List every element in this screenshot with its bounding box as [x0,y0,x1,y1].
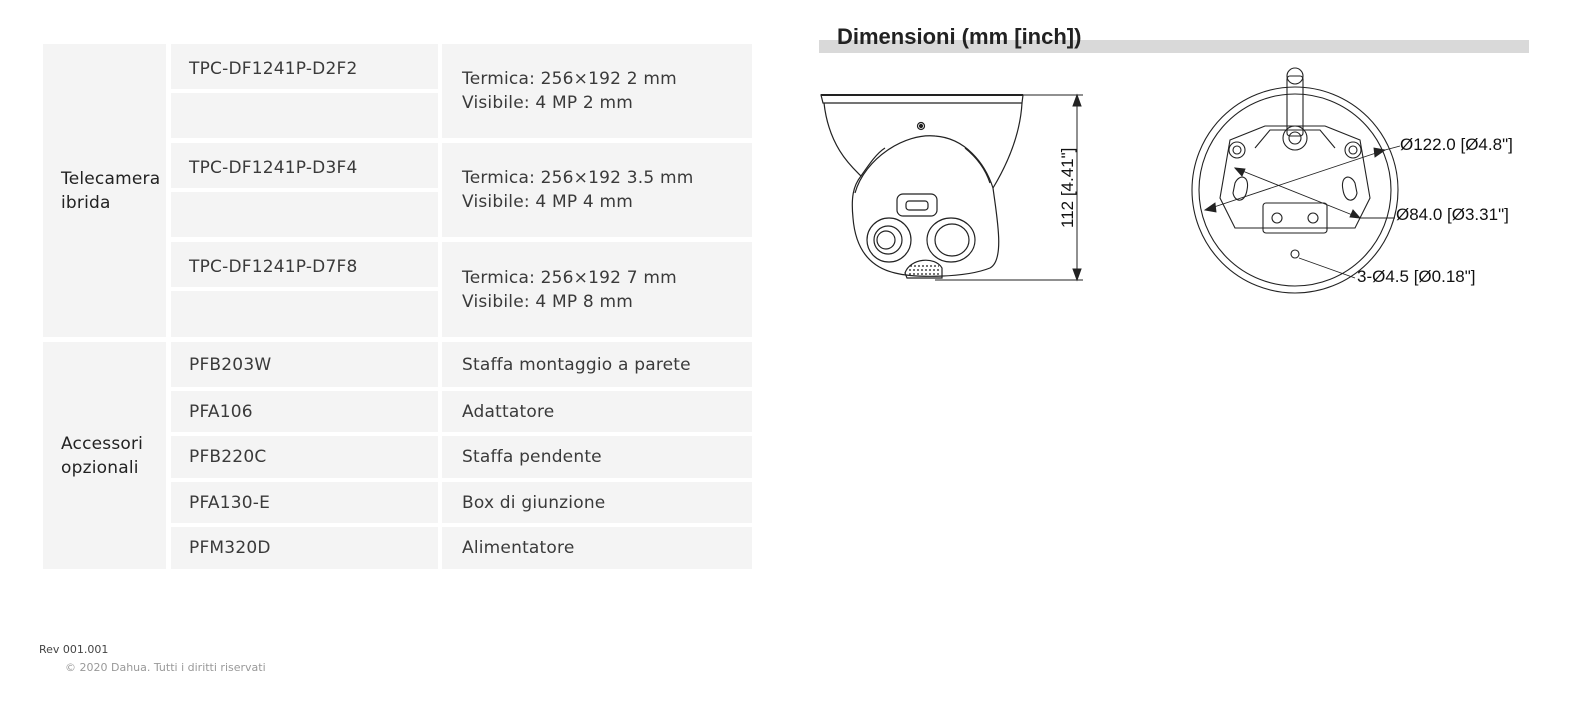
mount-diameter-label: Ø84.0 [Ø3.31"] [1396,205,1509,224]
outer-diameter-label: Ø122.0 [Ø4.8"] [1400,135,1513,154]
category-accessories [43,342,166,569]
model-cell [171,143,438,188]
description-cell [442,44,752,138]
bottom-view-drawing [1192,68,1398,293]
category-label: Telecamera [61,168,161,189]
description-line: Visibile: 4 MP 2 mm [462,93,634,113]
description-cell [442,436,752,478]
description-cell [442,391,752,432]
model-name: TPC-DF1241P-D3F4 [189,158,358,178]
model-cell [171,242,438,287]
description-line: Alimentatore [462,538,575,558]
description-line: Visibile: 4 MP 8 mm [462,291,634,312]
model-name: PFM320D [189,538,271,558]
model-cell-empty [171,291,438,337]
model-name: TPC-DF1241P-D7F8 [189,257,358,277]
model-cell [171,342,438,387]
dimensions-title: Dimensioni (mm [inch]) [837,24,1082,49]
side-view-drawing [821,95,1023,278]
model-cell [171,44,438,89]
category-hybrid-camera [43,44,166,337]
hole-spec-label: 3-Ø4.5 [Ø0.18"] [1357,267,1476,286]
copyright-text: © 2020 Dahua. Tutti i diritti riservati [65,661,266,674]
model-name: PFA130-E [189,492,271,513]
model-name: TPC-DF1241P-D2F2 [189,59,358,79]
model-cell [171,436,438,478]
description-cell [442,143,752,237]
model-cell-empty [171,93,438,138]
description-line: Termica: 256×192 2 mm [462,69,677,89]
model-name: PFB203W [189,354,272,375]
model-cell [171,482,438,523]
description-line: Adattatore [462,401,555,422]
model-name: PFA106 [189,401,253,422]
height-label: 112 [4.41"] [1058,147,1077,228]
category-label: opzionali [61,457,139,478]
bottom-view-dimension-lines [1205,146,1400,278]
model-cell [171,391,438,432]
description-line: Termica: 256×192 3.5 mm [462,168,694,188]
dimension-drawing [815,68,1535,298]
description-cell [442,342,752,387]
model-name: PFB220C [189,447,267,467]
description-cell [442,527,752,569]
description-line: Staffa montaggio a parete [462,354,691,375]
category-label: ibrida [61,192,111,213]
category-label: Accessori [61,433,144,454]
model-cell [171,527,438,569]
description-line: Visibile: 4 MP 4 mm [462,192,634,212]
revision-text: Rev 001.001 [39,643,109,656]
description-line: Box di giunzione [462,492,606,513]
description-cell [442,482,752,523]
dimensions-header-bar [819,24,1529,53]
description-line: Termica: 256×192 7 mm [462,267,677,288]
description-line: Staffa pendente [462,447,602,467]
description-cell [442,242,752,337]
model-cell-empty [171,192,438,237]
